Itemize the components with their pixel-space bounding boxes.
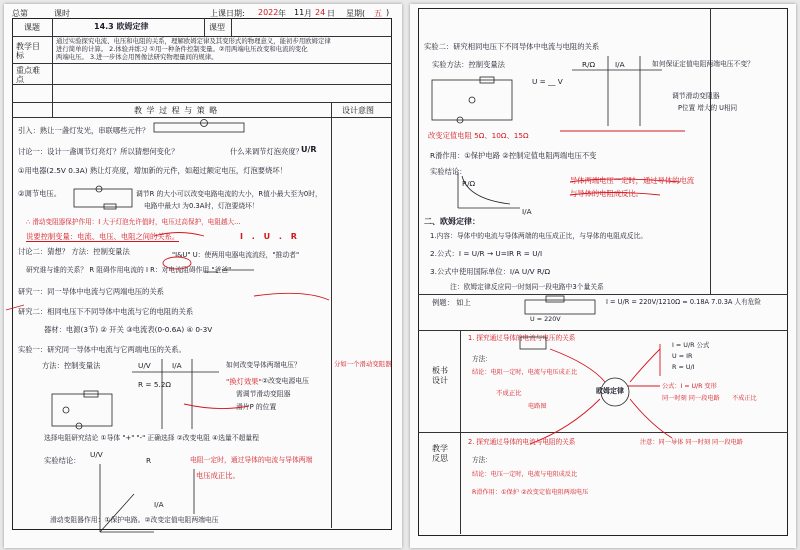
- note-line: I/A: [172, 361, 182, 370]
- note-line: 3.公式中使用国际单位：I/A U/V R/Ω: [430, 267, 551, 276]
- date-year: 2022: [258, 8, 279, 17]
- left-page: [4, 4, 402, 548]
- left-drawings: [4, 4, 402, 548]
- experiment2-circuit: [432, 80, 512, 120]
- note-line: 实验结论：: [430, 167, 467, 176]
- note-line: ①用电器(2.5V 0.3A) 熟让灯亮度，增加新的元件，如超过额定电压，灯泡要烧坏！: [18, 166, 287, 175]
- type-label: 课型: [209, 23, 225, 32]
- date-day-unit: 日: [327, 9, 335, 18]
- note-line: ∴ 滑动变阻器保护作用：I 大于灯泡允许值时，电压过高保护，电阻越大...: [26, 218, 241, 226]
- note-line: U = 220V: [530, 315, 561, 323]
- note-line: I/A: [615, 60, 625, 69]
- board-line: R = U/I: [672, 363, 695, 371]
- board-line: 欧姆定律: [596, 387, 624, 395]
- note-line: "换灯效果": [226, 377, 262, 386]
- process-label: 教 学 过 程 与 策 略: [134, 106, 219, 115]
- note-line: 实验结论：: [44, 456, 81, 465]
- note-line: 电路中最大I 为0.3A时，灯泡要烧坏！: [144, 202, 259, 210]
- note-line: U/V: [90, 450, 103, 459]
- note-line: 二、欧姆定律：: [424, 217, 480, 226]
- date-year-unit: 年: [278, 9, 286, 18]
- note-line: 需调节滑动变阻器: [236, 390, 291, 398]
- reflection-label: 教学反思: [432, 444, 448, 463]
- note-line: I . U . R: [240, 232, 300, 241]
- periods-label: 总第: [12, 9, 28, 18]
- note-line: 实验二：研究相同电压下不同导体中电流与电阻的关系: [424, 42, 600, 51]
- week-close: ): [386, 8, 390, 17]
- note-line: 实验一：研究同一导体中电流与它两端电压的关系。: [18, 345, 186, 354]
- note-line: 调节滑动变阻器: [672, 92, 720, 100]
- right-drawings: [410, 4, 796, 548]
- topic-label: 课题: [24, 23, 40, 32]
- board-line: 公式：I = U/R 变形: [662, 383, 717, 390]
- note-line: R/Ω: [582, 60, 596, 69]
- goal-line: 两端电压。 3.进一步体会用图像法研究物理量间的规律。: [56, 53, 218, 61]
- note-line: 导体两端电压一定时，通过导体的电流: [570, 176, 695, 185]
- note-line: U = __ V: [532, 77, 563, 86]
- note-line: R = 5.2Ω: [138, 380, 172, 389]
- note-line: 如何改变导体两端电压？: [226, 361, 301, 369]
- board-line: 方法：: [472, 355, 492, 363]
- note-line: 调节R 的大小可以改变电路电流的大小，R值小最大至为0时，: [136, 190, 322, 198]
- note-line: 选择电阻研究结论 ①导体 "+" "-" 正确选择 ②改变电阻 ④选量不超量程: [44, 434, 260, 442]
- note-line: 说要控制变量：电流、电压、电阻之间的关系。: [26, 232, 180, 241]
- board-line: 不成正比: [732, 395, 757, 402]
- board-line: 结论：电阻一定时，电流与电压成正比: [472, 369, 578, 376]
- note-line: 引入：熟让一盏灯发光，串联哪些元件？: [18, 126, 150, 135]
- board-line: R滑作用：①保护 ②改变定值电阻两端电压: [472, 489, 589, 496]
- week-value: 五: [374, 9, 382, 18]
- note-line: 滑片P 的位置: [236, 403, 277, 411]
- note-line: 研究谁与谁的关系？ R 阻碍作用电流的 I R：对电流阻碍作用 "爸爸": [26, 266, 232, 274]
- experiment1-circuit: [52, 394, 112, 426]
- board-line: U = IR: [672, 352, 693, 360]
- right-page: [410, 4, 796, 548]
- note-line: 讨论二：猜想？ 方法：控制变量法: [18, 247, 130, 256]
- note-line: ②改变电源电压: [262, 377, 309, 385]
- date-day: 24: [315, 8, 326, 17]
- design-label: 设计意图: [342, 106, 374, 115]
- hours-label: 课时: [54, 9, 70, 18]
- board-line: I = U/R 公式: [672, 341, 710, 349]
- note-line: 例题： 如上: [432, 298, 471, 307]
- board-line: 1. 探究通过导体的电流与电压的关系: [468, 334, 576, 342]
- board-line: 注意：同一导体 同一时刻 同一段电路: [640, 439, 743, 446]
- note-line: "I&U" U：使两用电器电流流经，"推动者": [172, 251, 300, 259]
- note-line: 分如一个滑动变阻器: [334, 360, 392, 368]
- note-line: I = U/R = 220V/1210Ω ≈ 0.18A 7.0.3A 人有危险: [606, 298, 761, 306]
- board-line: 方法：: [472, 456, 492, 464]
- intro-circuit: [154, 123, 244, 132]
- note-line: 滑动变阻器作用：①保护电路。②改变定值电阻两端电压: [50, 516, 219, 524]
- note-line: I/A: [522, 207, 532, 216]
- goal-line: 通过实验探究电流、电压和电阻的关系，理解欧姆定律及其变形式的物理意义，能初步用欧姆定律: [56, 37, 331, 45]
- note-line: 方法：控制变量法: [42, 361, 101, 370]
- date-label: 上课日期:: [210, 9, 245, 18]
- keypoints-label: 重点难点: [16, 66, 40, 84]
- week-label: 星期(: [346, 9, 366, 18]
- note-line: R: [146, 456, 152, 465]
- date-month: 11: [294, 8, 305, 17]
- note-line: 研究一：同一导体中电流与它两端电压的关系: [18, 287, 164, 296]
- note-line: 改变定值电阻 5Ω、10Ω、15Ω: [428, 131, 529, 140]
- note-line: 什么来调节灯泡亮度？: [230, 147, 303, 156]
- note-line: R滑作用：①保护电路 ②控制定值电阻两端电压不变: [430, 151, 597, 160]
- note-line: 1.内容：导体中的电流与导体两端的电压成正比，与导体的电阻成反比。: [430, 232, 648, 240]
- note-line: P位置 增大的 U相同: [678, 104, 738, 112]
- note-line: 电压成正比。: [196, 471, 240, 480]
- note-line: I/A: [154, 500, 164, 509]
- variable-resistor-circuit: [74, 189, 132, 207]
- note-line: 与导体的电阻成反比。: [570, 189, 643, 198]
- note-line: 实验方法：控制变量法: [432, 60, 505, 69]
- note-line: ②调节电压。: [18, 189, 62, 198]
- goal-line: 进行简单的计算。 2.体验并练习 ①用一种条件控制变量。②用两端电压改变和电流的变化: [56, 45, 308, 53]
- note-line: 电阻一定时，通过导体的电流与导体两端: [190, 456, 313, 464]
- topic-value: 14.3 欧姆定律: [94, 22, 149, 31]
- board-line: 2. 探究通过导体的电流与电阻的关系: [468, 438, 576, 446]
- ohms-law-center: [601, 378, 629, 406]
- note-line: U/V: [138, 361, 151, 370]
- board-line: 同一时刻 同一段电路: [662, 395, 720, 402]
- goals-label: 教学目标: [16, 42, 40, 60]
- board-line: 电路图: [528, 403, 547, 410]
- note-line: 器材：电源(3节) ② 开关 ③电流表(0-0.6A) ④ 0-3V: [44, 325, 213, 334]
- board-line: 结论：电压一定时，电流与电阻成反比: [472, 471, 578, 478]
- note-line: 如何保证定值电阻两端电压不变？: [652, 60, 754, 68]
- date-month-unit: 月: [304, 9, 312, 18]
- note-line: 注：欧姆定律反应同一时刻同一段电路中3个量关系: [450, 283, 604, 291]
- note-line: 研究二：相同电压下不同导体中电流与它的电阻的关系: [18, 307, 194, 316]
- note-line: R/Ω: [462, 179, 476, 188]
- note-line: U/R: [301, 145, 317, 154]
- board-label: 板书设计: [432, 366, 448, 385]
- board-line: 不成正比: [496, 389, 522, 397]
- note-line: 2.公式：I = U/R → U=IR R = U/I: [430, 249, 543, 258]
- note-line: 讨论一：设计一盏调节灯亮灯？所以猜想何变化？: [18, 147, 179, 156]
